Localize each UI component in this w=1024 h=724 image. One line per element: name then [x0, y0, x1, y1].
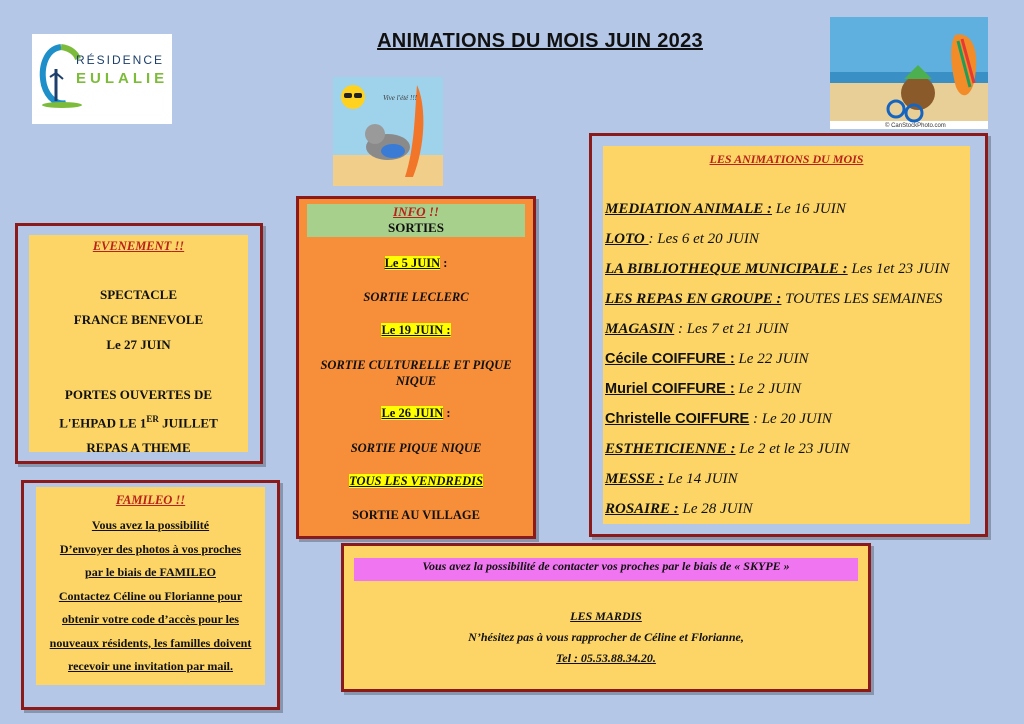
skype-phone: Tel : 05.53.88.34.20. [556, 651, 656, 665]
activity-row: MAGASIN : Les 7 et 21 JUIN [605, 321, 789, 337]
info-subheading: SORTIES [388, 220, 444, 235]
beach-photo [830, 17, 988, 129]
animations-box [603, 146, 970, 524]
event-box [29, 235, 248, 456]
fameleo-line: D’envoyer des photos à vos proches [59, 541, 242, 556]
residence-logo [32, 34, 172, 124]
activity-row: LA BIBLIOTHEQUE MUNICIPALE : Les 1et 23 JUIN [605, 261, 950, 277]
sortie-text: SORTIE LECLERC [363, 290, 469, 304]
fameleo-line: par le biais de FAMILEO [85, 565, 216, 579]
activity-row: Christelle COIFFURE : Le 20 JUIN [605, 411, 832, 427]
activity-row: Muriel COIFFURE : Le 2 JUIN [605, 381, 801, 397]
page-title: ANIMATIONS DU MOIS JUIN 2023 [377, 30, 703, 52]
fameleo-line: recevoir une invitation par mail. [68, 659, 233, 673]
info-heading-bar: INFO !! SORTIES [307, 204, 525, 237]
sortie-text: SORTIE AU VILLAGE [352, 508, 480, 522]
activity-row: ESTHETICIENNE : Le 2 et le 23 JUIN [605, 441, 850, 457]
sortie-date: TOUS LES VENDREDIS [349, 474, 483, 488]
sortie-text: SORTIE CULTURELLE ET PIQUE NIQUE [320, 358, 512, 388]
cat-caption: Vive l'été !!! [383, 94, 418, 102]
animations-heading: LES ANIMATIONS DU MOIS [709, 152, 864, 166]
fameleo-line: nouveaux résidents, les familles doivent [49, 635, 252, 650]
info-heading: INFO [393, 204, 426, 219]
event-line: SPECTACLE [99, 287, 178, 302]
activity-row: Cécile COIFFURE : Le 22 JUIN [605, 351, 809, 367]
event-line: FRANCE BENEVOLE [73, 312, 204, 327]
beach-caption: © CanStockPhoto.com [885, 123, 946, 129]
fameleo-box [36, 487, 265, 685]
activity-row: ROSAIRE : Le 28 JUIN [605, 501, 753, 517]
fameleo-line: obtenir votre code d’accès pour les [62, 612, 239, 626]
skype-info [344, 606, 868, 669]
fameleo-heading: FAMILEO !! [115, 493, 186, 507]
activity-row: LES REPAS EN GROUPE : TOUTES LES SEMAINES [605, 291, 943, 307]
activity-row: MESSE : Le 14 JUIN [605, 471, 738, 487]
event-line: REPAS A THEME [86, 440, 191, 456]
event-line: PORTES OUVERTES DE [64, 387, 213, 402]
sortie-date: Le 19 JUIN : [381, 323, 451, 337]
activity-row: LOTO : Les 6 et 20 JUIN [605, 231, 759, 247]
event-heading: EVENEMENT !! [92, 239, 185, 253]
sortie-date: Le 5 JUIN : [384, 256, 448, 270]
fameleo-line: Contactez Céline ou Florianne pour [58, 588, 243, 603]
summer-cat-illustration [333, 77, 443, 186]
event-blank-line [29, 357, 248, 382]
activity-row: MEDIATION ANIMALE : Le 16 JUIN [605, 201, 846, 217]
sortie-text: SORTIE PIQUE NIQUE [350, 441, 482, 455]
event-line: Le 27 JUIN [106, 337, 171, 352]
fameleo-line: Vous avez la possibilité [91, 518, 210, 532]
sortie-date: Le 26 JUIN : [381, 406, 451, 420]
event-line: L'EHPAD LE 1ER JUILLET [59, 414, 218, 431]
logo-text-residence: RÉSIDENCE [76, 53, 165, 67]
skype-day: LES MARDIS [570, 609, 642, 623]
skype-banner: Vous avez la possibilité de contacter vos proches par le biais de « SKYPE » [354, 558, 858, 581]
skype-contact: N’hésitez pas à vous rapprocher de Céline et Florianne, [468, 630, 744, 644]
logo-text-eulalie: EULALIE [76, 70, 169, 87]
